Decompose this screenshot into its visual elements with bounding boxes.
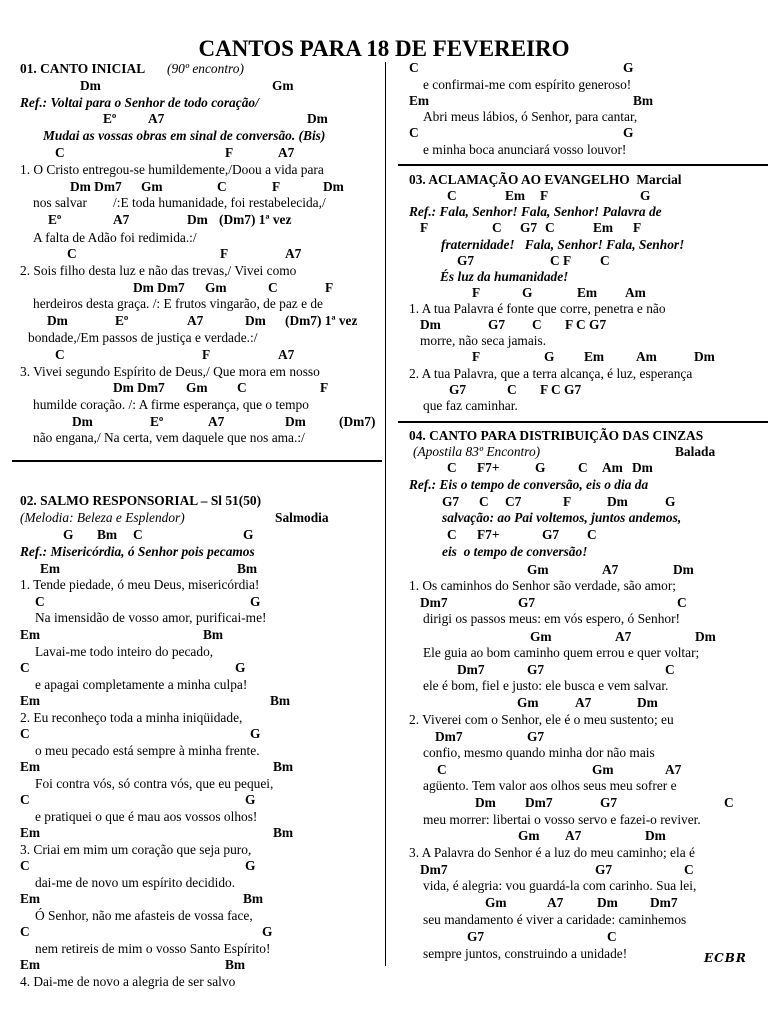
chord-label: Em — [20, 957, 41, 972]
lyric-line: 2. Sois filho desta luz e não das trevas,/ Vivei como — [20, 263, 297, 278]
lyric-line: 02. SALMO RESPONSORIAL – Sl 51(50) — [20, 493, 262, 508]
chord-label: G7 — [542, 527, 560, 542]
chord-label: C — [479, 494, 489, 509]
lyric-line: Lavai-me todo inteiro do pecado, — [35, 644, 214, 659]
lyric-line: e pratiquei o que é mau aos vossos olhos! — [35, 809, 258, 824]
chord-label: C — [724, 795, 734, 810]
chord-label: Em — [505, 188, 526, 203]
chord-label: A7 — [148, 111, 165, 126]
chord-label: F — [472, 285, 481, 300]
chord-label: F — [563, 494, 572, 509]
chord-label: A7 — [615, 629, 632, 644]
chord-label: Gm — [517, 695, 539, 710]
chord-label: G — [235, 660, 246, 675]
lyric-line: e confirmai-me com espírito generoso! — [423, 77, 632, 92]
chord-label: Eº — [103, 111, 117, 126]
lyric-line: vida, é alegria: vou guardá-la com carinho. Sua lei, — [423, 878, 697, 893]
lyric-line: e apagai completamente a minha culpa! — [35, 677, 248, 692]
lyric-line: 2. Eu reconheço toda a minha iniqüidade, — [20, 710, 243, 725]
chord-label: F — [472, 349, 481, 364]
chord-label: G7 — [600, 795, 618, 810]
chord-label: Bm — [633, 93, 654, 108]
chord-label: C — [600, 253, 610, 268]
chord-label: F — [272, 179, 281, 194]
lyric-line: (Apostila 83º Encontro) — [413, 444, 541, 459]
chord-label: Gm — [530, 629, 552, 644]
lyric-line: Ref.: Voltai para o Senhor de todo coração/ — [20, 95, 259, 110]
lyric-line: que faz caminhar. — [423, 398, 518, 413]
chord-label: F — [320, 380, 329, 395]
chord-label: Bm — [273, 825, 294, 840]
lyric-line: 01. CANTO INICIAL — [20, 61, 146, 76]
chord-label: Dm — [245, 313, 266, 328]
chord-label: Bm — [237, 561, 258, 576]
chord-label: G — [535, 460, 546, 475]
chord-label: Dm — [694, 349, 715, 364]
section-divider-right-2 — [398, 421, 768, 423]
chord-label: Dm — [607, 494, 628, 509]
chord-label: Bm — [225, 957, 246, 972]
chord-label: Balada — [675, 444, 716, 459]
chord-label: C F — [550, 253, 572, 268]
chord-label: Em — [20, 891, 41, 906]
lyric-line: o meu pecado está sempre à minha frente. — [35, 743, 260, 758]
chord-label: Bm — [243, 891, 264, 906]
lyric-line: Ó Senhor, não me afasteis de vossa face, — [35, 908, 253, 923]
lyric-line: meu morrer: libertai o vosso servo e fazei-o reviver. — [423, 812, 701, 827]
chord-label: Dm — [72, 414, 93, 429]
chord-label: Em — [20, 693, 41, 708]
chord-label: C — [437, 762, 447, 777]
lyric-line: 3. A Palavra do Senhor é a luz do meu caminho; ela é — [409, 845, 695, 860]
chord-label: G — [245, 858, 256, 873]
chord-label: A7 — [565, 828, 582, 843]
lyric-line: dai-me de novo um espírito decidido. — [35, 875, 236, 890]
chord-label: F — [202, 347, 211, 362]
chord-label: G — [245, 792, 256, 807]
chord-label: F7+ — [477, 460, 500, 475]
lyric-line: bondade,/Em passos de justiça e verdade.:/ — [28, 330, 258, 345]
chord-label: C — [587, 527, 597, 542]
lyric-line: dirigi os passos meus: em vós espero, ó Senhor! — [423, 611, 680, 626]
chord-label: Dm — [645, 828, 666, 843]
lyric-line: 1. A tua Palavra é fonte que corre, penetra e não — [409, 301, 666, 316]
chord-label: C — [665, 662, 675, 677]
lyric-line: (Melodia: Beleza e Esplendor) — [20, 510, 185, 525]
chord-label: Gm — [485, 895, 507, 910]
chord-label: C — [447, 188, 457, 203]
chord-label: Dm7 — [457, 662, 485, 677]
chord-label: C — [447, 527, 457, 542]
lyric-line: e minha boca anunciará vosso louvor! — [423, 142, 627, 157]
chord-label: Dm — [632, 460, 653, 475]
lyric-line: És luz da humanidade! — [440, 269, 569, 284]
chord-label: Dm7 — [525, 795, 553, 810]
lyric-line: sempre juntos, construindo a unidade! — [423, 946, 628, 961]
chord-label: C — [447, 460, 457, 475]
chord-label: F — [325, 280, 334, 295]
chord-label: A7 — [113, 212, 130, 227]
chord-label: C — [677, 595, 687, 610]
chord-label: F — [220, 246, 229, 261]
lyric-line: confio, mesmo quando minha dor não mais — [423, 745, 655, 760]
lyric-line: humilde coração. /: A firme esperança, que o tempo — [33, 397, 309, 412]
lyric-line: nos salvar — [33, 195, 87, 210]
chord-label: F C G7 — [565, 317, 607, 332]
chord-label: Dm7 — [420, 862, 448, 877]
lyric-line: 1. Os caminhos do Senhor são verdade, são amor; — [409, 578, 677, 593]
lyric-line: seu mandamento é viver a caridade: caminhemos — [423, 912, 687, 927]
chord-label: Am — [636, 349, 657, 364]
chord-label: Gm — [592, 762, 614, 777]
chord-label: C — [545, 220, 555, 235]
section-divider-left-1 — [12, 460, 382, 462]
chord-label: Gm — [527, 562, 549, 577]
lyric-line: (Dm7) 1ª vez — [285, 313, 358, 328]
chord-label: C — [237, 380, 247, 395]
lyric-line: 1. Tende piedade, ó meu Deus, misericórdia! — [20, 577, 260, 592]
chord-label: C7 — [505, 494, 522, 509]
chord-label: Bm — [203, 627, 224, 642]
chord-label: Dm — [597, 895, 618, 910]
page-title: CANTOS PARA 18 DE FEVEREIRO — [198, 36, 570, 61]
chord-label: G7 — [449, 382, 467, 397]
lyric-line: Mudai as vossas obras em sinal de conversão. (Bis) — [43, 128, 326, 143]
chord-label: G7 — [488, 317, 506, 332]
chord-label: G7 — [467, 929, 485, 944]
chord-label: C — [507, 382, 517, 397]
chord-label: C — [684, 862, 694, 877]
chord-label: C — [217, 179, 227, 194]
chord-label: A7 — [665, 762, 682, 777]
chord-label: G — [623, 125, 634, 140]
chord-label: Dm — [637, 695, 658, 710]
chord-label: G — [522, 285, 533, 300]
chord-label: A7 — [187, 313, 204, 328]
column-divider — [385, 62, 386, 966]
chord-label: G — [623, 60, 634, 75]
chord-label: Bm — [270, 693, 291, 708]
lyric-line: Ref.: Fala, Senhor! Fala, Senhor! Palavra de — [409, 204, 662, 219]
chord-label: Dm — [285, 414, 306, 429]
lyric-line: eis o tempo de conversão! — [442, 544, 588, 559]
chord-label: C — [55, 145, 65, 160]
lyric-line: Na imensidão de vosso amor, purificai-me! — [35, 610, 267, 625]
lyric-line: ele é bom, fiel e justo: ele busca e vem salvar. — [423, 678, 669, 693]
lyric-line: Foi contra vós, só contra vós, que eu pequei, — [35, 776, 274, 791]
lyric-line: /:E toda humanidade, foi restabelecida,/ — [113, 195, 326, 210]
chord-label: G7 — [527, 729, 545, 744]
chord-label: Dm — [673, 562, 694, 577]
chord-label: F — [633, 220, 642, 235]
section-divider-right-1 — [398, 164, 768, 166]
lyric-line: 2. A tua Palavra, que a terra alcança, é luz, esperança — [409, 366, 693, 381]
lyric-line: Ele guia ao bom caminho quem errou e quer voltar; — [423, 645, 700, 660]
lyric-line: herdeiros desta graça. /: E frutos vingarão, de paz e de — [33, 296, 324, 311]
lyric-line: nem retireis de mim o vosso Santo Espírito! — [35, 941, 271, 956]
chord-label: C — [492, 220, 502, 235]
lyric-line: Abri meus lábios, ó Senhor, para cantar, — [423, 109, 638, 124]
chord-label: C — [578, 460, 588, 475]
chord-label: G7 — [457, 253, 475, 268]
lyric-line: agüento. Tem valor aos olhos seus meu sofrer e — [423, 778, 677, 793]
chord-label: F — [225, 145, 234, 160]
chord-label: Dm — [80, 78, 101, 93]
chord-label: Em — [593, 220, 614, 235]
lyric-line: 1. O Cristo entregou-se humildemente,/Doou a vida para — [20, 162, 324, 177]
chord-label: A7 — [278, 347, 295, 362]
chord-label: A7 — [547, 895, 564, 910]
chord-label: Dm — [307, 111, 328, 126]
chord-label: Dm — [187, 212, 208, 227]
lyric-line: 04. CANTO PARA DISTRIBUIÇÃO DAS CINZAS — [409, 428, 704, 443]
chord-label: Dm — [695, 629, 716, 644]
chord-label: F — [540, 188, 549, 203]
chord-label: Em — [20, 825, 41, 840]
chord-label: G — [262, 924, 273, 939]
chord-label: Dm7 — [420, 595, 448, 610]
chord-label: C — [268, 280, 278, 295]
lyric-line: 3. Vivei segundo Espírito de Deus,/ Que mora em nosso — [20, 364, 320, 379]
chord-label: Gm — [272, 78, 294, 93]
lyric-line: (90º encontro) — [167, 61, 244, 76]
chord-label: C — [55, 347, 65, 362]
chord-label: G — [544, 349, 555, 364]
chord-label: Dm7 — [650, 895, 678, 910]
chord-label: Em — [409, 93, 430, 108]
chord-label: G — [243, 527, 254, 542]
chord-label: Dm Dm7 — [133, 280, 185, 295]
chord-label: Eº — [115, 313, 129, 328]
chord-label: C — [35, 594, 45, 609]
author-signature: ECBR — [704, 951, 747, 965]
chord-label: F C G7 — [540, 382, 582, 397]
chord-label: Em — [20, 627, 41, 642]
lyric-line: 03. ACLAMAÇÃO AO EVANGELHO Marcial — [409, 172, 682, 187]
chord-label: Gm — [205, 280, 227, 295]
chord-label: Dm — [323, 179, 344, 194]
lyric-line: A falta de Adão foi redimida.:/ — [33, 230, 197, 245]
chord-label: C — [20, 726, 30, 741]
chord-label: C — [409, 125, 419, 140]
chord-label: C — [532, 317, 542, 332]
lyric-line: morre, não seca jamais. — [420, 333, 547, 348]
chord-label: F7+ — [477, 527, 500, 542]
chord-label: Dm — [475, 795, 496, 810]
lyric-line: fraternidade! Fala, Senhor! Fala, Senhor! — [441, 237, 685, 252]
chord-label: Bm — [97, 527, 118, 542]
chord-label: G7 — [520, 220, 538, 235]
chord-label: G7 — [518, 595, 536, 610]
chord-label: Eº — [48, 212, 62, 227]
chord-label: C — [20, 792, 30, 807]
chord-label: F — [420, 220, 429, 235]
chord-label: Dm — [47, 313, 68, 328]
chord-label: Gm — [141, 179, 163, 194]
chord-label: Em — [577, 285, 598, 300]
chord-label: Salmodia — [275, 510, 329, 525]
chord-label: C — [607, 929, 617, 944]
chord-label: Em — [20, 759, 41, 774]
chord-label: A7 — [208, 414, 225, 429]
chord-label: A7 — [575, 695, 592, 710]
chord-label: Eº — [150, 414, 164, 429]
chord-label: Am — [625, 285, 646, 300]
chord-label: C — [20, 858, 30, 873]
chord-label: Dm Dm7 — [113, 380, 165, 395]
chord-label: C — [20, 660, 30, 675]
lyric-line: não engana,/ Na certa, vem daquele que nos ama.:/ — [33, 430, 305, 445]
chord-label: G — [250, 594, 261, 609]
chord-label: G — [250, 726, 261, 741]
chord-label: G — [640, 188, 651, 203]
chord-label: A7 — [278, 145, 295, 160]
chord-label: A7 — [285, 246, 302, 261]
chord-label: Gm — [186, 380, 208, 395]
chord-label: C — [67, 246, 77, 261]
chord-label: G — [63, 527, 74, 542]
chord-label: Em — [40, 561, 61, 576]
lyric-line: 4. Dai-me de novo a alegria de ser salvo — [20, 974, 236, 989]
lyric-line: salvação: ao Pai voltemos, juntos andemos, — [442, 510, 682, 525]
chord-label: C — [133, 527, 143, 542]
chord-label: Dm7 — [435, 729, 463, 744]
chord-label: G7 — [442, 494, 460, 509]
chord-label: G7 — [595, 862, 613, 877]
chord-label: C — [20, 924, 30, 939]
chord-label: (Dm7) — [339, 414, 376, 429]
chord-label: G7 — [527, 662, 545, 677]
chord-label: Em — [584, 349, 605, 364]
lyric-line: Ref.: Misericórdia, ó Senhor pois pecamos — [20, 544, 255, 559]
chord-label: G — [665, 494, 676, 509]
lyric-line: Ref.: Eis o tempo de conversão, eis o dia da — [409, 477, 649, 492]
chord-label: C — [409, 60, 419, 75]
chord-label: Bm — [273, 759, 294, 774]
lyric-line: 2. Viverei com o Senhor, ele é o meu sustento; eu — [409, 712, 674, 727]
chord-label: Am — [602, 460, 623, 475]
lyric-line: (Dm7) 1ª vez — [219, 212, 292, 227]
chord-label: Dm Dm7 — [70, 179, 122, 194]
lyric-line: 3. Criai em mim um coração que seja puro, — [20, 842, 252, 857]
chord-label: Gm — [518, 828, 540, 843]
chord-label: A7 — [602, 562, 619, 577]
chord-label: Dm — [420, 317, 441, 332]
